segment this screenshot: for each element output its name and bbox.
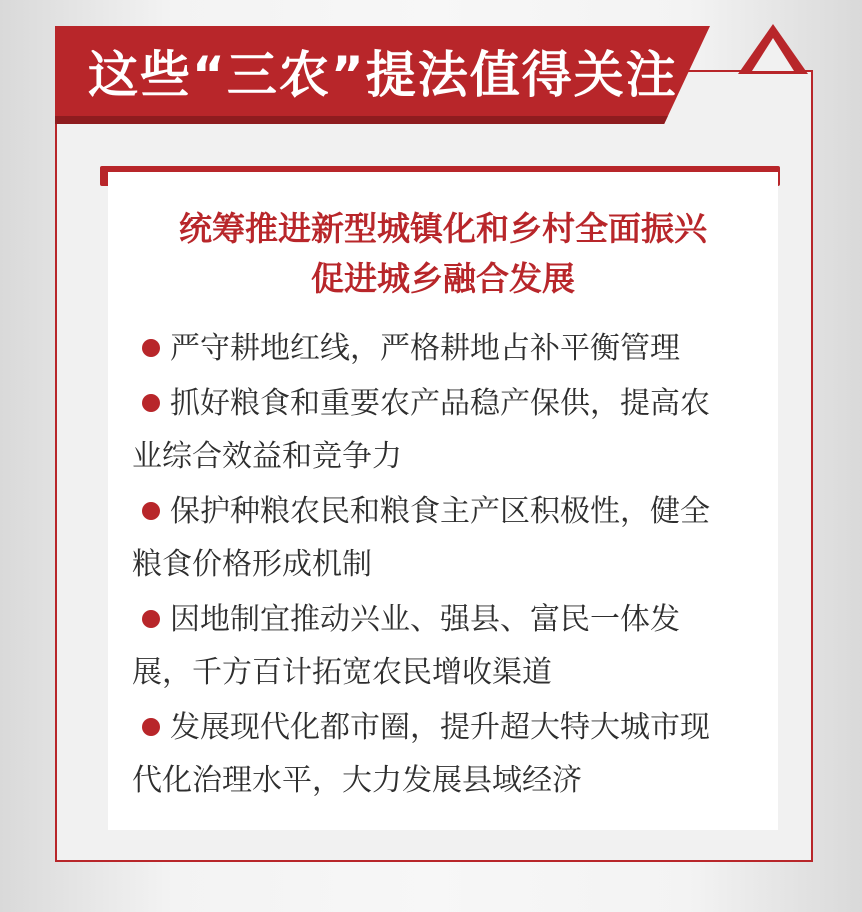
list-item [132, 593, 732, 699]
item-list [132, 322, 732, 809]
list-item-text: 抓好粮食和重要农产品稳产保供，提高农业综合效益和竞争力 [132, 386, 710, 474]
section-subtitle [108, 204, 778, 304]
list-item [132, 701, 732, 807]
subtitle-line-1: 统筹推进新型城镇化和乡村全面振兴 [179, 209, 707, 248]
list-item-text: 因地制宜推动兴业、强县、富民一体发展，千方百计拓宽农民增收渠道 [132, 602, 680, 690]
bullet-dot-icon [142, 394, 160, 412]
subtitle-line-2: 促进城乡融合发展 [311, 259, 575, 298]
page-title: 这些“三农”提法值得关注 [88, 46, 678, 104]
bullet-dot-icon [142, 339, 160, 357]
list-item [132, 322, 732, 375]
list-item-text: 严守耕地红线，严格耕地占补平衡管理 [170, 331, 680, 366]
list-item-text: 发展现代化都市圈，提升超大特大城市现代化治理水平，大力发展县域经济 [132, 710, 710, 798]
list-item-text: 保护种粮农民和粮食主产区积极性，健全粮食价格形成机制 [132, 494, 710, 582]
title-banner-shadow [55, 116, 710, 124]
list-item [132, 485, 732, 591]
list-item [132, 377, 732, 483]
bullet-dot-icon [142, 610, 160, 628]
bullet-dot-icon [142, 718, 160, 736]
bullet-dot-icon [142, 502, 160, 520]
